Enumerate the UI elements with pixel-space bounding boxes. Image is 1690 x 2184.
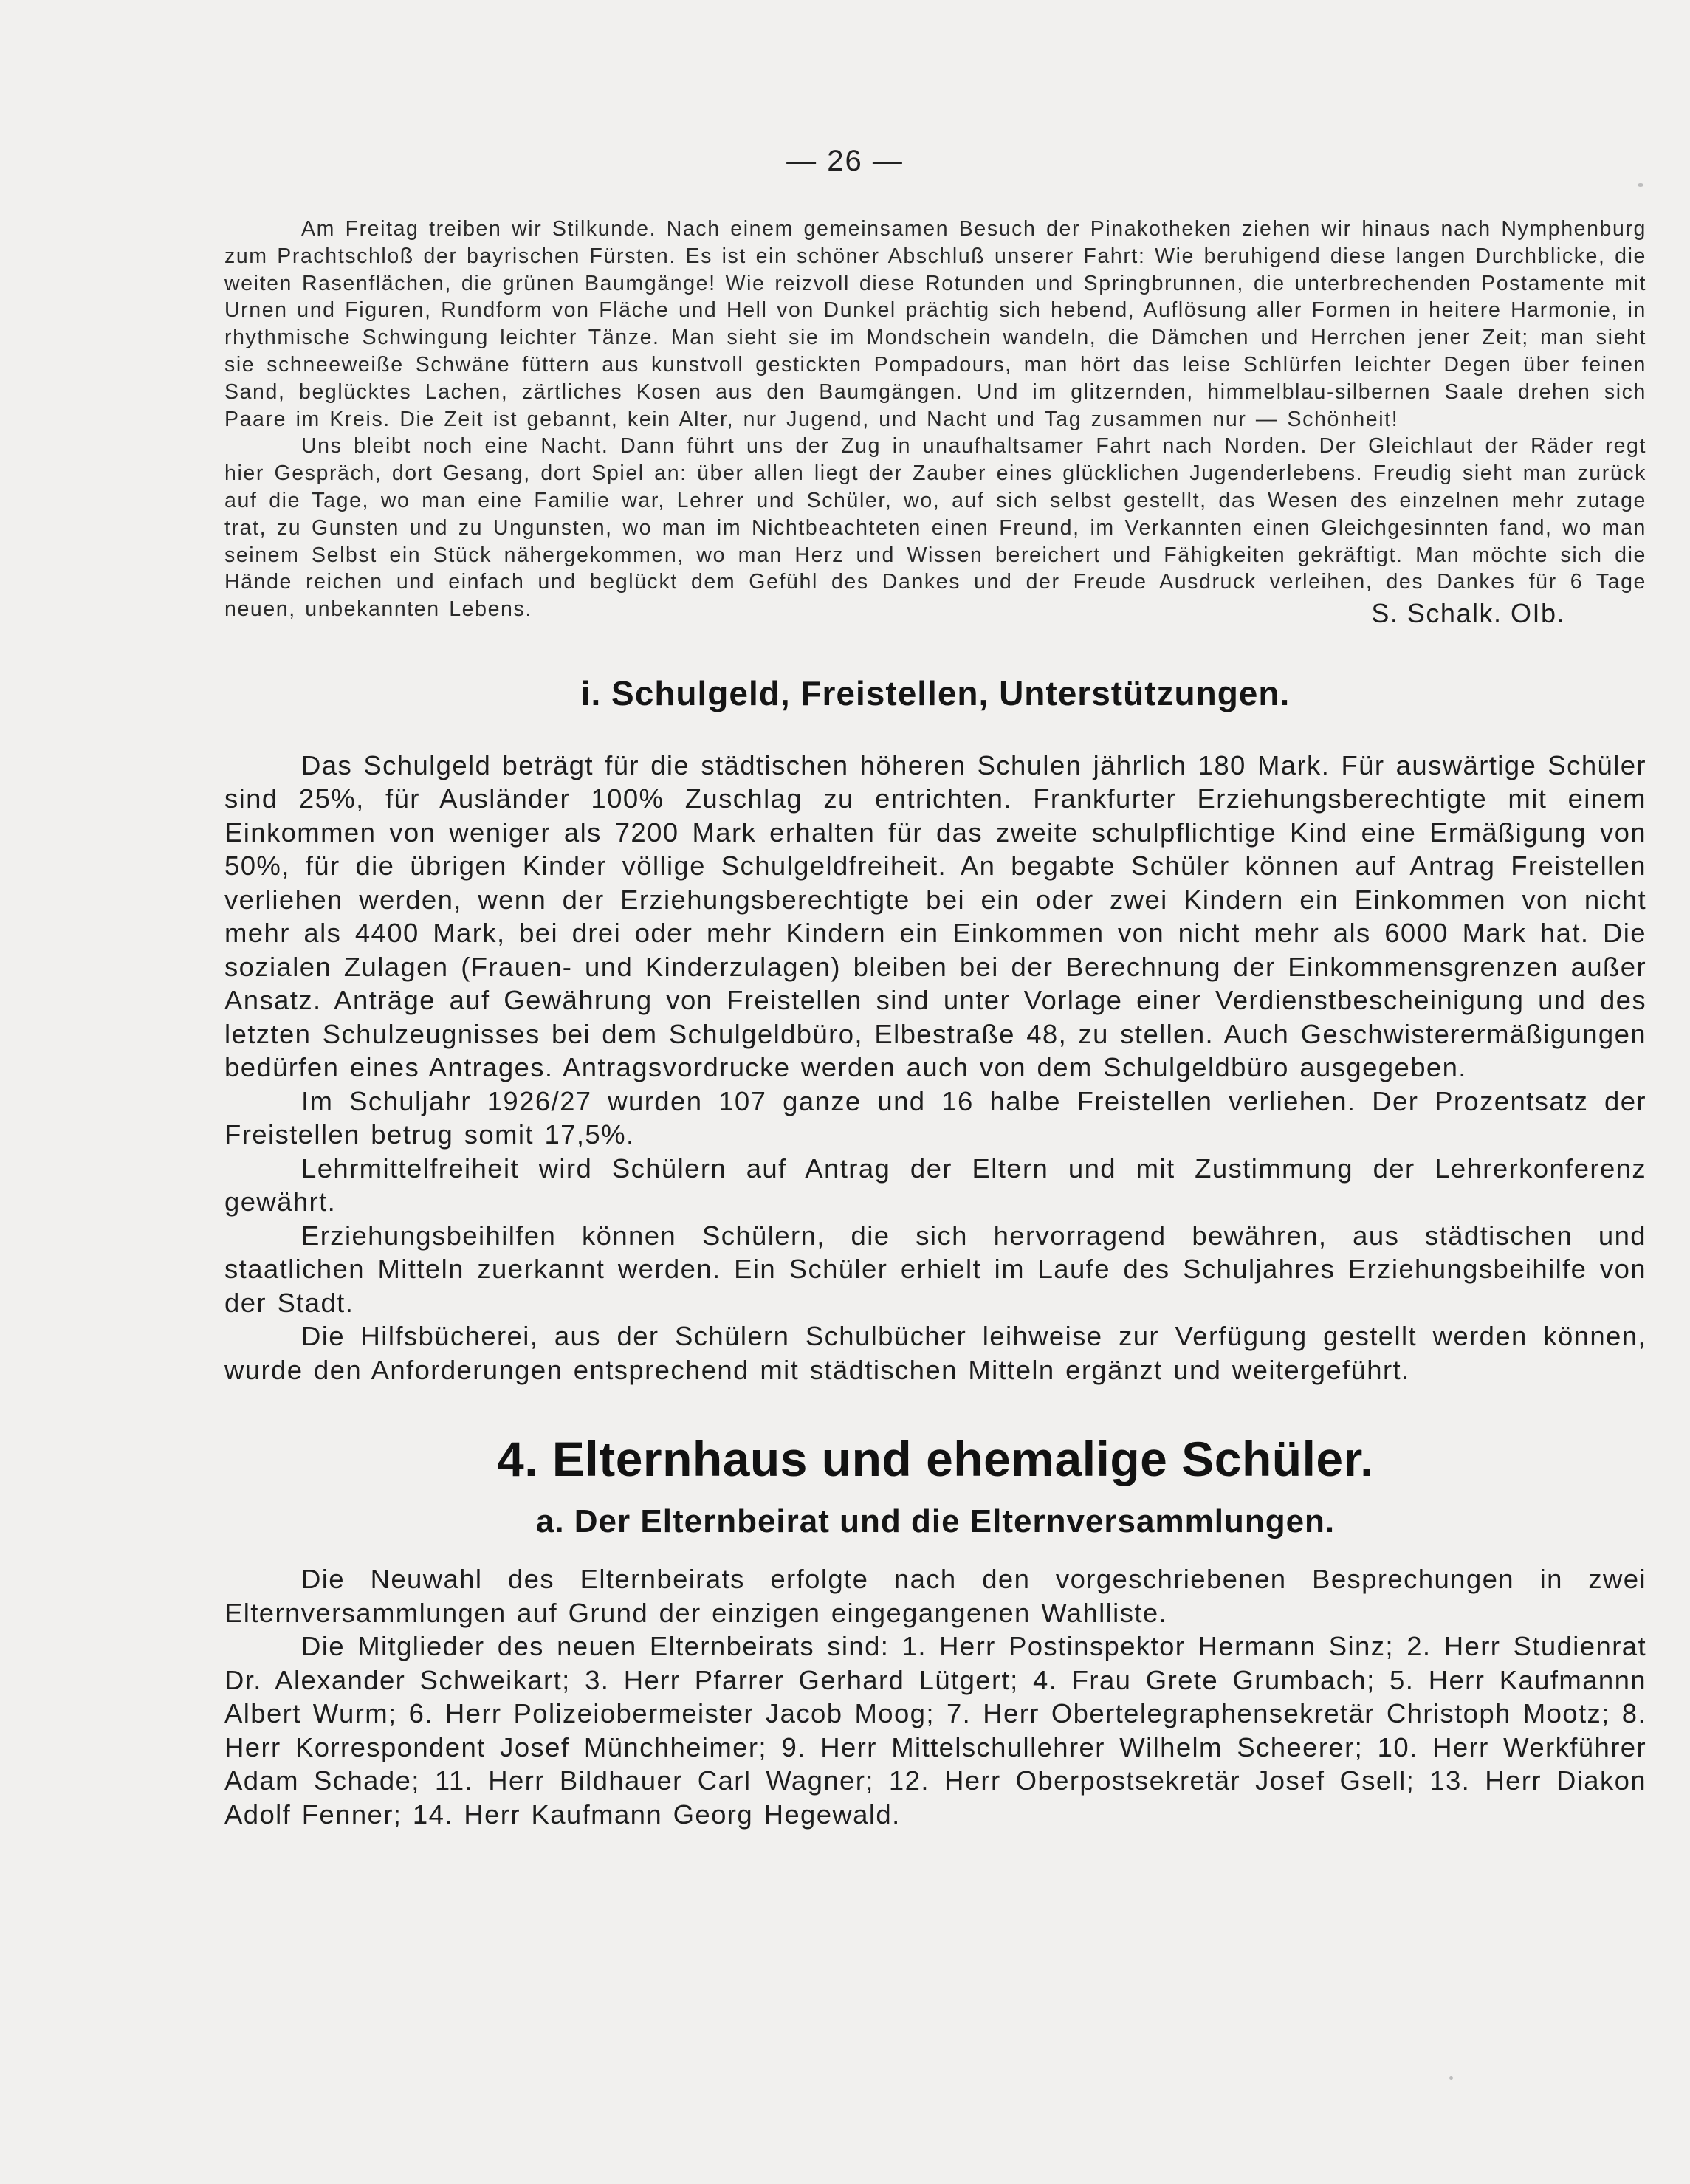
page-number: — 26 — [786, 145, 904, 177]
body-paragraph: Die Neuwahl des Elternbeirats erfolgte nach den vorgeschriebenen Besprechungen in zwei Elternversammlungen auf Grund der einzigen eingegangenen Wahlliste. [224, 1564, 1646, 1628]
chapter-title-elternhaus: 4. Elternhaus und ehemalige Schüler. [496, 1432, 1375, 1487]
report-signature: S. Schalk. OIb. [1371, 597, 1565, 628]
body-paragraph: Im Schuljahr 1926/27 wurden 107 ganze und 16 halbe Freistellen verliehen. Der Prozentsatz der Freistellen betrug somit 17,5%. [224, 1085, 1646, 1150]
body-paragraph: Die Hilfsbücherei, aus der Schülern Schulbücher leihweise zur Verfügung gestellt werden können, wurde den Anforderungen entsprechend mit städtischen Mitteln ergänzt und weitergeführt. [224, 1321, 1646, 1385]
subsection-title-elternbeirat: a. Der Elternbeirat und die Elternversammlungen. [535, 1503, 1336, 1540]
section-elternbeirat-body [224, 1562, 1646, 1831]
body-paragraph: Lehrmittelfreiheit wird Schülern auf Antrag der Eltern und mit Zustimmung der Lehrerkonferenz gewährt. [224, 1153, 1646, 1218]
report-paragraph: Uns bleibt noch eine Nacht. Dann führt uns der Zug in unaufhaltsamer Fahrt nach Norden. Der Gleichlaut der Räder regt hier Gespräch, dort Gesang, dort Spiel an: über allen liegt der Zauber eines glücklichen Jugenderlebens. Freudig sieht man zurück auf die Tage, wo man eine Familie war, Lehrer und Schüler, wo, auf sich selbst gestellt, das Wesen des einzelnen mehr zutage trat, zu Gunsten und zu Ungunsten, wo man im Nichtbeachteten einen Freund, im Verkannten einen Gleichgesinnten fand, wo man seinem Selbst ein Stück nähergekommen, wo man Herz und Wissen bereichert und Fähigkeiten gekräftigt. Man möchte sich die Hände reichen und einfach und beglückt dem Gefühl des Dankes und der Freude Ausdruck verleihen, des Dankes für 6 Tage neuen, unbekannten Lebens. [224, 434, 1646, 622]
excursion-report [224, 216, 1646, 629]
section-schulgeld-body [224, 749, 1646, 1387]
body-paragraph: Die Mitglieder des neuen Elternbeirats sind: 1. Herr Postinspektor Hermann Sinz; 2. Herr Studienrat Dr. Alexander Schweikart; 3. Herr Pfarrer Gerhard Lütgert; 4. Frau Grete Grumbach; 5. Herr Kaufmannn Albert Wurm; 6. Herr Polizeiobermeister Jacob Moog; 7. Herr Obertelegraphensekretär Christoph Mootz; 8. Herr Korrespondent Josef Münchheimer; 9. Herr Mittelschullehrer Wilhelm Scheerer; 10. Herr Werkführer Adam Schade; 11. Herr Bildhauer Carl Wagner; 12. Herr Oberpostsekretär Josef Gsell; 13. Herr Diakon Adolf Fenner; 14. Herr Kaufmann Georg Hegewald. [224, 1631, 1646, 1830]
body-paragraph: Das Schulgeld beträgt für die städtischen höheren Schulen jährlich 180 Mark. Für auswärtige Schüler sind 25%, für Ausländer 100% Zuschlag zu entrichten. Frankfurter Erziehungsberechtigte mit einem Einkommen von weniger als 7200 Mark erhalten für das zweite schulpflichtige Kind eine Ermäßigung von 50%, für die übrigen Kinder völlige Schulgeldfreiheit. An begabte Schüler können auf Antrag Freistellen verliehen werden, wenn der Erziehungsberechtigte bei ein oder zwei Kindern ein Einkommen von nicht mehr als 4400 Mark, bei drei oder mehr Kindern ein Einkommen von nicht mehr als 6000 Mark hat. Die sozialen Zulagen (Frauen- und Kinderzulagen) bleiben bei der Berechnung der Einkommensgrenzen außer Ansatz. Anträge auf Gewährung von Freistellen sind unter Vorlage einer Verdienstbescheinigung und des letzten Schulzeugnisses bei dem Schulgeldbüro, Elbestraße 48, zu stellen. Auch Geschwisterermäßigungen bedürfen eines Antrages. Antragsvordrucke werden auch von dem Schulgeldbüro ausgegeben. [224, 749, 1646, 1083]
paper-speck [1449, 2076, 1453, 2080]
body-paragraph: Erziehungsbeihilfen können Schülern, die sich hervorragend bewähren, aus städtischen und staatlichen Mitteln zuerkannt werden. Ein Schüler erhielt im Laufe des Schuljahres Erziehungsbeihilfe von der Stadt. [224, 1220, 1646, 1318]
paper-speck [1638, 183, 1643, 187]
section-title-schulgeld: i. Schulgeld, Freistellen, Unterstützungen. [580, 673, 1291, 712]
report-paragraph: Am Freitag treiben wir Stilkunde. Nach einem gemeinsamen Besuch der Pinakotheken ziehen wir hinaus nach Nymphenburg zum Prachtschloß der bayrischen Fürsten. Es ist ein schöner Abschluß unserer Fahrt: Wie beruhigend diese langen Durchblicke, die weiten Rasenflächen, die grünen Baumgänge! Wie reizvoll diese Rotunden und Springbrunnen, die unterbrechenden Postamente mit Urnen und Figuren, Rundform von Fläche und Hell von Dunkel prächtig sich hebend, Auflösung aller Formen in heitere Harmonie, in rhythmische Schwingung leichter Tänze. Man sieht sie im Mondschein wandeln, die Dämchen und Herrchen jener Zeit; man sieht sie schneeweiße Schwäne füttern aus kunstvoll gestickten Pompadours, man hört das leise Schlürfen leichter Degen über feinen Sand, beglücktes Lachen, zärtliches Kosen aus den Baumgängen. Und im glitzernden, himmelblau-silbernen Saale drehen sich Paare im Kreis. Die Zeit ist gebannt, kein Alter, nur Jugend, und Nacht und Tag zusammen nur — Schönheit! [224, 217, 1646, 431]
page-content [224, 216, 1646, 1831]
